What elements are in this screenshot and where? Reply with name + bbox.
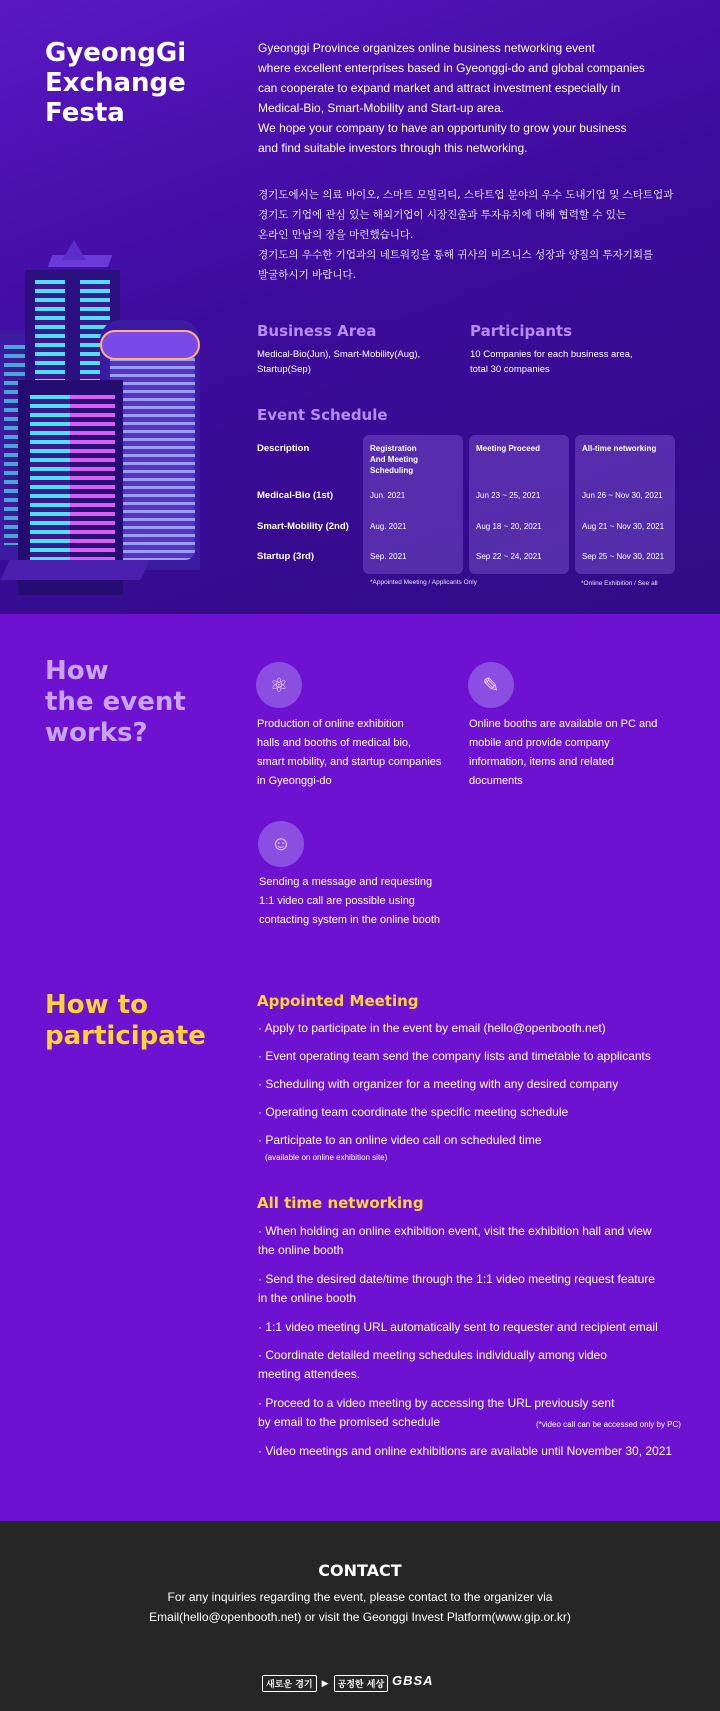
gbsa-logo: GBSA [392,1673,434,1688]
schedule-cell: Sep 25 ~ Nov 30, 2021 [582,552,665,561]
schedule-cell: Jun. 2021 [370,491,406,500]
business-area-title: Business Area [257,322,377,340]
networking-item: · Proceed to a video meeting by accessing the URL previously sent by email to the promised schedule [258,1396,615,1429]
schedule-col-head-3: All-time networking [582,444,657,453]
gyeonggi-logo: 새로운 경기 ▶ 공정한 세상 [262,1675,388,1692]
hero-title: GyeongGi Exchange Festa [45,38,187,128]
appointed-item-note: (available on online exhibition site) [265,1153,388,1162]
participants-title: Participants [470,322,573,340]
gyeonggi-logo-left: 새로운 경기 [262,1675,317,1692]
appointed-item: · Apply to participate in the event by email (hello@openbooth.net) [258,1021,606,1035]
participants-text: 10 Companies for each business area, total 30 companies [470,349,633,375]
feature-text-messaging: Sending a message and requesting 1:1 video call are possible using contacting system in the online booth [259,876,441,926]
schedule-cell: Jun 26 ~ Nov 30, 2021 [582,491,663,500]
networking-pc-note: (*video call can be accessed only by PC) [536,1420,681,1429]
appointed-item: · Operating team coordinate the specific meeting schedule [258,1105,569,1119]
hero-intro-en: Gyeonggi Province organizes online business networking event where excellent enterprises based in Gyeonggi-do and global companies can cooperate to expand market and attract investment especially in Medical-Bio, Smart-Mobility and Start-up area. We hope your company to have an opportunity to grow your business and find suitable investors through this networking. [258,41,645,155]
schedule-row-label: Smart-Mobility (2nd) [257,521,349,532]
hero-section [0,0,720,614]
hero-intro-ko: 경기도에서는 의료 바이오, 스마트 모빌리티, 스타트업 분야의 우수 도내기업 및 스타트업과 경기도 기업에 관심 있는 해외기업이 시장진출과 투자유치에 대해 협력할 수 있는 온라인 만남의 장을 마련했습니다. 경기도의 우수한 기업과의 네트워킹을 통해 귀사의 비즈니스 성장과 양질의 투자기회를 발굴하시기 바랍니다. [258,189,674,281]
schedule-col-head-2: Meeting Proceed [476,444,541,453]
schedule-row-label: Startup (3rd) [257,551,314,562]
schedule-cell: Aug 18 ~ 20, 2021 [476,522,542,531]
schedule-cell: Aug. 2021 [370,522,407,531]
networking-item: · Send the desired date/time through the 1:1 video meeting request feature in the online booth [258,1272,655,1305]
feature-text-booths: Online booths are available on PC and mobile and provide company information, items and related documents [469,718,658,787]
how-event-works-section [0,614,720,959]
schedule-col-head-1: Registration And Meeting Scheduling [370,444,418,475]
networking-item: · Video meetings and online exhibitions are available until November 30, 2021 [258,1444,673,1458]
all-time-networking-title: All time networking [257,1194,424,1212]
gyeonggi-logo-right: 공정한 세상 [334,1675,389,1692]
headset-icon: ☺ [258,821,304,867]
contact-title: CONTACT [318,1561,402,1580]
how-event-works-title: How the event works? [45,656,186,748]
appointed-item: · Scheduling with organizer for a meeting with any desired company [258,1077,619,1091]
business-area-text: Medical-Bio(Jun), Smart-Mobility(Aug), Startup(Sep) [257,349,421,375]
schedule-row-label: Medical-Bio (1st) [257,490,334,501]
schedule-cell: Sep. 2021 [370,552,407,561]
appointed-meeting-title: Appointed Meeting [257,992,419,1010]
contact-footer [0,1521,720,1711]
event-schedule-title: Event Schedule [257,406,388,424]
feature-text-exhibition: Production of online exhibition halls and booths of medical bio, smart mobility, and startup companies in Gyeonggi-do [257,718,442,787]
schedule-cell: Jun 23 ~ 25, 2021 [476,491,541,500]
document-icon: ✎ [468,662,514,708]
building-icon: ⚛ [256,662,302,708]
networking-item: · Coordinate detailed meeting schedules individually among video meeting attendees. [258,1348,607,1381]
schedule-cell: Aug 21 ~ Nov 30, 2021 [582,522,665,531]
networking-item: · 1:1 video meeting URL automatically sent to requester and recipient email [258,1320,658,1334]
schedule-note-right: *Online Exhibition / See all [581,580,658,587]
appointed-item: · Participate to an online video call on scheduled time [258,1133,542,1147]
schedule-note-left: *Appointed Meeting / Applicants Only [370,579,477,586]
how-to-participate-section [0,959,720,1521]
schedule-description-label: Description [257,443,310,454]
appointed-item: · Event operating team send the company lists and timetable to applicants [258,1049,651,1063]
schedule-cell: Sep 22 ~ 24, 2021 [476,552,542,561]
contact-text: For any inquiries regarding the event, please contact to the organizer via Email(hello@openbooth.net) or visit the Geonggi Invest Platform(www.gip.or.kr) [149,1590,571,1624]
how-to-participate-title: How to participate [45,990,206,1051]
networking-item: · When holding an online exhibition event, visit the exhibition hall and view the online booth [258,1224,652,1257]
